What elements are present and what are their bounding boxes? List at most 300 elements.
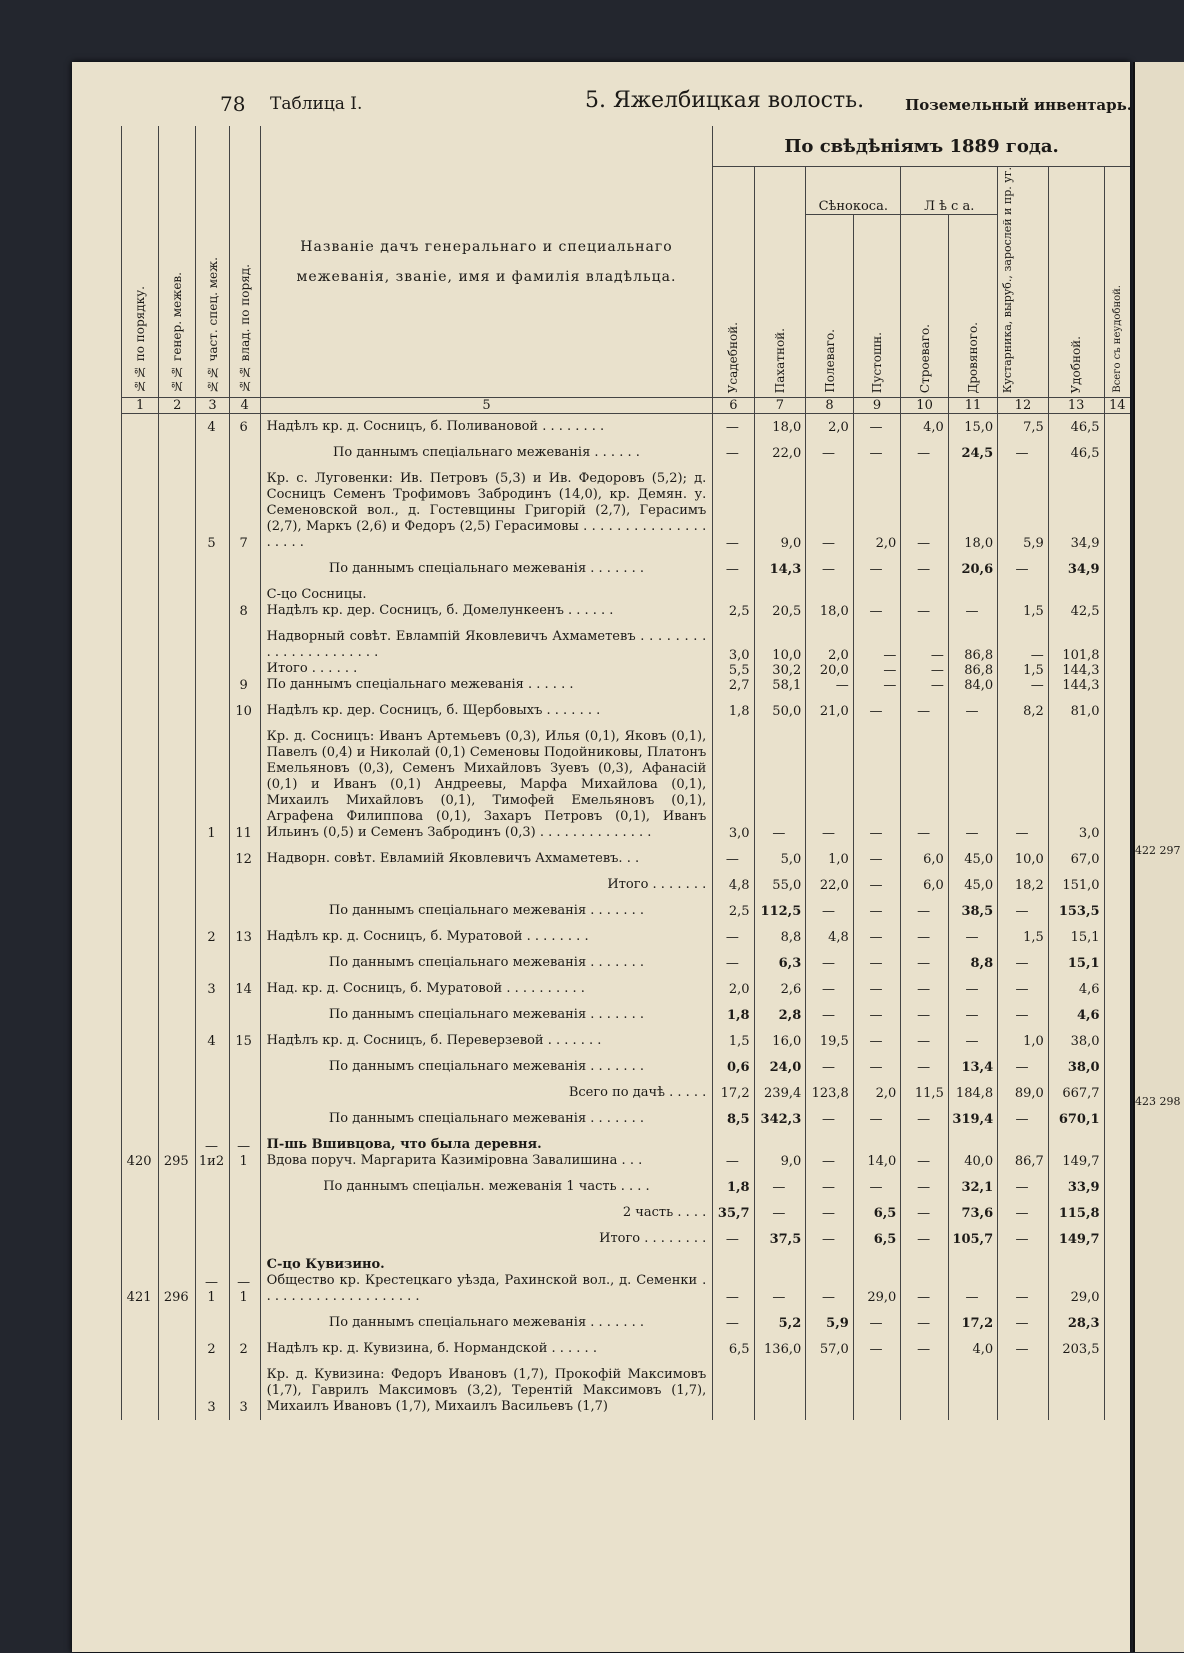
table-row bbox=[122, 950, 1131, 976]
value-cell: — bbox=[853, 1106, 901, 1132]
column-index: 1 bbox=[122, 398, 159, 414]
value-cell: — bbox=[998, 1054, 1049, 1080]
column-index: 3 bbox=[196, 398, 229, 414]
side-num: 422 bbox=[1135, 844, 1156, 857]
value-cell: 1,5 bbox=[998, 582, 1049, 624]
value-cell: 4,0 bbox=[901, 414, 949, 441]
value-cell bbox=[901, 1362, 949, 1420]
value-cell: 4,0 bbox=[948, 1336, 997, 1362]
value-cell: 123,8 bbox=[806, 1080, 854, 1106]
value-cell: 24,5 bbox=[948, 440, 997, 466]
value-cell: 45,0 bbox=[948, 872, 997, 898]
cell-c2 bbox=[159, 1226, 196, 1252]
cell-c1 bbox=[122, 466, 159, 556]
value-cell: 11,5 bbox=[901, 1080, 949, 1106]
row-description: По даннымъ спеціальнаго межеванія . . . . . . . bbox=[260, 1106, 713, 1132]
value-cell: — bbox=[998, 1200, 1049, 1226]
page-number: 78 bbox=[220, 92, 246, 116]
table-row bbox=[122, 846, 1131, 872]
overflow-cell bbox=[1104, 1336, 1130, 1362]
cell-c2 bbox=[159, 1002, 196, 1028]
value-cell: 50,0 bbox=[754, 698, 806, 724]
table-row bbox=[122, 1174, 1131, 1200]
value-cell: — bbox=[948, 724, 997, 846]
col-polev: Полеваго. bbox=[822, 329, 837, 394]
cell-c2 bbox=[159, 1310, 196, 1336]
value-cell: — 1,5 — bbox=[998, 624, 1049, 698]
overflow-cell bbox=[1104, 1054, 1130, 1080]
value-cell: 8,2 bbox=[998, 698, 1049, 724]
cell-c2 bbox=[159, 846, 196, 872]
cell-c4: 6 bbox=[229, 414, 260, 441]
overflow-cell bbox=[1104, 1106, 1130, 1132]
value-cell: — bbox=[806, 724, 854, 846]
cell-c1 bbox=[122, 976, 159, 1002]
value-cell: 2,5 bbox=[713, 898, 754, 924]
overflow-cell bbox=[1104, 724, 1130, 846]
value-cell: — bbox=[853, 724, 901, 846]
value-cell: — bbox=[998, 1252, 1049, 1310]
value-cell: — bbox=[901, 1002, 949, 1028]
cell-c2 bbox=[159, 950, 196, 976]
col-pash: Пахатной. bbox=[772, 327, 787, 394]
cell-c1 bbox=[122, 1106, 159, 1132]
value-cell: 55,0 bbox=[754, 872, 806, 898]
cell-c3: 4 bbox=[196, 1028, 229, 1054]
value-cell: 16,0 bbox=[754, 1028, 806, 1054]
overflow-cell bbox=[1104, 924, 1130, 950]
value-cell: 18,0 bbox=[754, 414, 806, 441]
column-index-row bbox=[122, 398, 1131, 414]
cell-c4 bbox=[229, 440, 260, 466]
cell-c1 bbox=[122, 872, 159, 898]
cell-c3 bbox=[196, 872, 229, 898]
cell-c2 bbox=[159, 582, 196, 624]
value-cell: — bbox=[948, 1002, 997, 1028]
value-cell: 2,8 bbox=[754, 1002, 806, 1028]
row-description: Надѣлъ кр. д. Кувизина, б. Нормандской . . . . . . bbox=[260, 1336, 713, 1362]
cell-c3: 1 bbox=[196, 724, 229, 846]
value-cell: — — — bbox=[901, 624, 949, 698]
value-cell: — bbox=[713, 440, 754, 466]
value-cell: 2,0 bbox=[853, 466, 901, 556]
value-cell: — bbox=[853, 1174, 901, 1200]
row-description: С-цо Сосницы. Надѣлъ кр. дер. Сосницъ, б. Домелункеенъ . . . . . . bbox=[260, 582, 713, 624]
col-group-1889: По свѣдѣніямъ 1889 года. bbox=[713, 126, 1130, 167]
value-cell: 73,6 bbox=[948, 1200, 997, 1226]
table-row bbox=[122, 1132, 1131, 1174]
value-cell: — bbox=[806, 976, 854, 1002]
value-cell: 29,0 bbox=[1048, 1252, 1104, 1310]
cell-c3 bbox=[196, 1174, 229, 1200]
cell-c1 bbox=[122, 1362, 159, 1420]
cell-c3 bbox=[196, 898, 229, 924]
cell-c2 bbox=[159, 1174, 196, 1200]
overflow-cell bbox=[1104, 976, 1130, 1002]
value-cell: 136,0 bbox=[754, 1336, 806, 1362]
row-description: Кр. д. Кувизина: Федоръ Ивановъ (1,7), Прокофій Максимовъ (1,7), Гаврилъ Максимовъ (3,2), Терентій Максимовъ (1,7), Михаилъ Ивановъ (1,7), Михаилъ Васильевъ (1,7) bbox=[260, 1362, 713, 1420]
overflow-cell bbox=[1104, 1252, 1130, 1310]
row-description: По даннымъ спеціальнаго межеванія . . . . . . . bbox=[260, 556, 713, 582]
side-row-a bbox=[1135, 844, 1184, 857]
table-row bbox=[122, 1054, 1131, 1080]
overflow-cell bbox=[1104, 414, 1130, 441]
cell-c3 bbox=[196, 440, 229, 466]
cell-c2 bbox=[159, 924, 196, 950]
value-cell: 105,7 bbox=[948, 1226, 997, 1252]
cell-c3 bbox=[196, 582, 229, 624]
cell-c3 bbox=[196, 1106, 229, 1132]
cell-c1 bbox=[122, 1226, 159, 1252]
cell-c1: 420 bbox=[122, 1132, 159, 1174]
table-row bbox=[122, 1200, 1131, 1226]
value-cell: — bbox=[754, 1252, 806, 1310]
cell-c3: 2 bbox=[196, 1336, 229, 1362]
cell-c2 bbox=[159, 872, 196, 898]
value-cell: — bbox=[948, 976, 997, 1002]
value-cell: — bbox=[806, 466, 854, 556]
table-row bbox=[122, 1028, 1131, 1054]
value-cell: 2,0 bbox=[713, 976, 754, 1002]
value-cell: — bbox=[754, 724, 806, 846]
value-cell: 239,4 bbox=[754, 1080, 806, 1106]
cell-c4 bbox=[229, 556, 260, 582]
value-cell: — bbox=[853, 872, 901, 898]
table-row bbox=[122, 898, 1131, 924]
value-cell: 15,1 bbox=[1048, 950, 1104, 976]
row-description: По даннымъ спеціальнаго межеванія . . . . . . . bbox=[260, 898, 713, 924]
overflow-cell bbox=[1104, 1226, 1130, 1252]
table-row bbox=[122, 1080, 1131, 1106]
value-cell: 20,5 bbox=[754, 582, 806, 624]
value-cell: — bbox=[901, 440, 949, 466]
cell-c1 bbox=[122, 1200, 159, 1226]
cell-c1 bbox=[122, 582, 159, 624]
cell-c1 bbox=[122, 1028, 159, 1054]
value-cell: 3,0 5,5 2,7 bbox=[713, 624, 754, 698]
cell-c3: 2 bbox=[196, 924, 229, 950]
table-body bbox=[122, 414, 1131, 1421]
cell-c3: — 1 bbox=[196, 1252, 229, 1310]
value-cell: 5,0 bbox=[754, 846, 806, 872]
value-cell: — bbox=[853, 556, 901, 582]
row-description: Надворный совѣт. Евлампій Яковлевичъ Ахмаметевъ . . . . . . . . . . . . . . . . . . . . . . Итого . . . . . . По даннымъ спеціальнаго межеванія . . . . . . bbox=[260, 624, 713, 698]
cell-c4 bbox=[229, 898, 260, 924]
value-cell bbox=[713, 1362, 754, 1420]
value-cell: 149,7 bbox=[1048, 1132, 1104, 1174]
value-cell: — bbox=[853, 698, 901, 724]
value-cell: — bbox=[806, 1002, 854, 1028]
row-description: По даннымъ спеціальнаго межеванія . . . . . . . bbox=[260, 950, 713, 976]
cell-c2 bbox=[159, 624, 196, 698]
value-cell bbox=[998, 1362, 1049, 1420]
value-cell: — bbox=[853, 1336, 901, 1362]
cell-c2 bbox=[159, 1362, 196, 1420]
overflow-cell bbox=[1104, 1362, 1130, 1420]
value-cell: — bbox=[901, 1174, 949, 1200]
overflow-cell bbox=[1104, 582, 1130, 624]
value-cell: — bbox=[754, 1200, 806, 1226]
value-cell: 18,2 bbox=[998, 872, 1049, 898]
row-description: Надворн. совѣт. Евламиій Яковлевичъ Ахмаметевъ. . . bbox=[260, 846, 713, 872]
value-cell: — bbox=[901, 1200, 949, 1226]
value-cell: 89,0 bbox=[998, 1080, 1049, 1106]
value-cell: — bbox=[853, 950, 901, 976]
value-cell: 6,0 bbox=[901, 846, 949, 872]
cell-c2 bbox=[159, 1106, 196, 1132]
overflow-cell bbox=[1104, 1080, 1130, 1106]
value-cell: — bbox=[853, 1054, 901, 1080]
value-cell: 667,7 bbox=[1048, 1080, 1104, 1106]
value-cell: — bbox=[713, 1132, 754, 1174]
value-cell: 10,0 bbox=[998, 846, 1049, 872]
table-row bbox=[122, 556, 1131, 582]
value-cell: — bbox=[806, 1054, 854, 1080]
cell-c3: — 1и2 bbox=[196, 1132, 229, 1174]
value-cell: 18,0 bbox=[806, 582, 854, 624]
overflow-cell bbox=[1104, 556, 1130, 582]
value-cell: 203,5 bbox=[1048, 1336, 1104, 1362]
cell-c1 bbox=[122, 624, 159, 698]
value-cell: 4,8 bbox=[713, 872, 754, 898]
value-cell: 3,0 bbox=[713, 724, 754, 846]
row-description: По даннымъ спеціальнаго межеванія . . . . . . . bbox=[260, 1054, 713, 1080]
table-row bbox=[122, 924, 1131, 950]
column-index: 10 bbox=[901, 398, 949, 414]
value-cell: 342,3 bbox=[754, 1106, 806, 1132]
value-cell: 6,5 bbox=[713, 1336, 754, 1362]
cell-c1 bbox=[122, 1080, 159, 1106]
value-cell: 22,0 bbox=[754, 440, 806, 466]
value-cell: — bbox=[713, 950, 754, 976]
value-cell: — bbox=[853, 582, 901, 624]
column-index: 8 bbox=[806, 398, 854, 414]
value-cell: 86,7 bbox=[998, 1132, 1049, 1174]
value-cell: — bbox=[901, 924, 949, 950]
value-cell: 4,8 bbox=[806, 924, 854, 950]
value-cell: 319,4 bbox=[948, 1106, 997, 1132]
value-cell: — bbox=[998, 976, 1049, 1002]
cell-c2 bbox=[159, 1028, 196, 1054]
value-cell: — bbox=[806, 898, 854, 924]
value-cell bbox=[1048, 1362, 1104, 1420]
adjacent-page bbox=[1133, 62, 1184, 1652]
row-description: Всего по дачѣ . . . . . bbox=[260, 1080, 713, 1106]
table-row bbox=[122, 1002, 1131, 1028]
cell-c4: 7 bbox=[229, 466, 260, 556]
value-cell bbox=[754, 1362, 806, 1420]
cell-c4 bbox=[229, 1174, 260, 1200]
cell-c4: 2 bbox=[229, 1336, 260, 1362]
value-cell: — bbox=[948, 1252, 997, 1310]
row-description: По даннымъ спеціальнаго межеванія . . . . . . . bbox=[260, 1002, 713, 1028]
value-cell: 86,8 86,8 84,0 bbox=[948, 624, 997, 698]
cell-c4: 8 bbox=[229, 582, 260, 624]
row-description: Кр. с. Луговенки: Ив. Петровъ (5,3) и Ив. Федоровъ (5,2); д. Сосницъ Семенъ Трофимовъ Забродинъ (14,0), кр. Демян. у. Семеновской вол., д. Гостевщины Григорій (2,7), Герасимъ (2,7), Маркъ (2,6) и Федоръ (2,5) Герасимовы . . . . . . . . . . . . . . . . . . . . bbox=[260, 466, 713, 556]
value-cell: 29,0 bbox=[853, 1252, 901, 1310]
col-usad: Усадебной. bbox=[726, 321, 741, 394]
value-cell: 1,0 bbox=[806, 846, 854, 872]
value-cell: 18,0 bbox=[948, 466, 997, 556]
cell-c4 bbox=[229, 1080, 260, 1106]
value-cell: — bbox=[853, 1002, 901, 1028]
value-cell: — bbox=[998, 556, 1049, 582]
value-cell: — bbox=[901, 1252, 949, 1310]
value-cell: 115,8 bbox=[1048, 1200, 1104, 1226]
value-cell: 9,0 bbox=[754, 1132, 806, 1174]
value-cell: 8,5 bbox=[713, 1106, 754, 1132]
cell-c4 bbox=[229, 1106, 260, 1132]
cell-c2 bbox=[159, 698, 196, 724]
side-num: 423 bbox=[1135, 1095, 1156, 1108]
table-row bbox=[122, 724, 1131, 846]
cell-c4 bbox=[229, 872, 260, 898]
value-cell: 7,5 bbox=[998, 414, 1049, 441]
value-cell: — bbox=[806, 1106, 854, 1132]
row-description: 2 часть . . . . bbox=[260, 1200, 713, 1226]
value-cell: 2,0 bbox=[806, 414, 854, 441]
value-cell: 35,7 bbox=[713, 1200, 754, 1226]
value-cell: — bbox=[853, 898, 901, 924]
cell-c1 bbox=[122, 1174, 159, 1200]
value-cell: 5,9 bbox=[806, 1310, 854, 1336]
cell-c3: 3 bbox=[196, 1362, 229, 1420]
cell-c1 bbox=[122, 1002, 159, 1028]
cell-c1 bbox=[122, 698, 159, 724]
value-cell: 24,0 bbox=[754, 1054, 806, 1080]
value-cell: 67,0 bbox=[1048, 846, 1104, 872]
cell-c4 bbox=[229, 1310, 260, 1336]
value-cell: 5,9 bbox=[998, 466, 1049, 556]
value-cell: — bbox=[713, 556, 754, 582]
col-name: Названіе дачъ генеральнаго и специальнаго межеванія, званіе, имя и фамилія владѣльца. bbox=[260, 126, 713, 398]
value-cell: 6,5 bbox=[853, 1226, 901, 1252]
value-cell: — bbox=[853, 1310, 901, 1336]
cell-c1 bbox=[122, 1336, 159, 1362]
col-senokosa: Сѣнокоса. bbox=[806, 167, 901, 215]
value-cell: 81,0 bbox=[1048, 698, 1104, 724]
value-cell: — bbox=[948, 698, 997, 724]
value-cell: — bbox=[998, 1106, 1049, 1132]
value-cell: 6,0 bbox=[901, 872, 949, 898]
value-cell: — bbox=[806, 950, 854, 976]
value-cell: — bbox=[713, 414, 754, 441]
value-cell bbox=[853, 1362, 901, 1420]
overflow-cell bbox=[1104, 440, 1130, 466]
value-cell: 8,8 bbox=[948, 950, 997, 976]
overflow-cell bbox=[1104, 1200, 1130, 1226]
value-cell: — bbox=[806, 1174, 854, 1200]
cell-c2 bbox=[159, 1054, 196, 1080]
table-row bbox=[122, 1336, 1131, 1362]
value-cell: 15,0 bbox=[948, 414, 997, 441]
volost-title: 5. Яжелбицкая волость. bbox=[585, 88, 865, 113]
col-spec: №№ част. спец. меж. bbox=[205, 256, 220, 394]
col-udob: Удобной. bbox=[1069, 335, 1084, 394]
overflow-cell bbox=[1104, 1174, 1130, 1200]
cell-c4: 11 bbox=[229, 724, 260, 846]
cell-c2 bbox=[159, 414, 196, 441]
table-row bbox=[122, 976, 1131, 1002]
value-cell: 1,8 bbox=[713, 698, 754, 724]
table-row bbox=[122, 1310, 1131, 1336]
value-cell: — bbox=[853, 846, 901, 872]
value-cell: 1,0 bbox=[998, 1028, 1049, 1054]
value-cell: — bbox=[853, 1028, 901, 1054]
row-description: Кр. д. Сосницъ: Иванъ Артемьевъ (0,3), Илья (0,1), Яковъ (0,1), Павелъ (0,4) и Николай (0,1) Семеновы Подойниковы, Платонъ Емельяновъ (0,3), Семенъ Михайловъ Зуевъ (0,3), Афанасій (0,1) и Иванъ (0,1) Андреевы, Марфа Михайлова (0,1), Михаилъ Михайловъ (0,1), Тимофей Емельяновъ (0,1), Аграфена Филиппова (0,1), Захаръ Петровъ (0,1), Иванъ Ильинъ (0,5) и Семенъ Забродинъ (0,3) . . . . . . . . . . . . . . bbox=[260, 724, 713, 846]
value-cell: 57,0 bbox=[806, 1336, 854, 1362]
cell-c2 bbox=[159, 466, 196, 556]
overflow-cell bbox=[1104, 466, 1130, 556]
value-cell: — bbox=[713, 466, 754, 556]
cell-c3 bbox=[196, 1080, 229, 1106]
value-cell: — bbox=[901, 556, 949, 582]
row-description: По даннымъ спеціальнаго межеванія . . . . . . bbox=[260, 440, 713, 466]
cell-c3: 4 bbox=[196, 414, 229, 441]
cell-c4 bbox=[229, 1002, 260, 1028]
cell-c2: 296 bbox=[159, 1252, 196, 1310]
cell-c4: 3 bbox=[229, 1362, 260, 1420]
value-cell: 37,5 bbox=[754, 1226, 806, 1252]
table-row bbox=[122, 1226, 1131, 1252]
col-gen: №№ генер. межев. bbox=[170, 272, 185, 394]
value-cell: 14,0 bbox=[853, 1132, 901, 1174]
value-cell: — bbox=[901, 1310, 949, 1336]
value-cell: — bbox=[998, 440, 1049, 466]
column-index: 11 bbox=[948, 398, 997, 414]
value-cell: 10,0 30,2 58,1 bbox=[754, 624, 806, 698]
overflow-cell bbox=[1104, 1002, 1130, 1028]
side-num: 298 bbox=[1159, 1095, 1181, 1108]
row-description: Надѣлъ кр. д. Сосницъ, б. Поливановой . . . . . . . . bbox=[260, 414, 713, 441]
value-cell: — bbox=[901, 1226, 949, 1252]
value-cell: — bbox=[806, 1252, 854, 1310]
value-cell: 42,5 bbox=[1048, 582, 1104, 624]
value-cell: 670,1 bbox=[1048, 1106, 1104, 1132]
value-cell: 2,0 bbox=[853, 1080, 901, 1106]
cell-c1 bbox=[122, 1310, 159, 1336]
value-cell: 184,8 bbox=[948, 1080, 997, 1106]
value-cell: 9,0 bbox=[754, 466, 806, 556]
cell-c4: 15 bbox=[229, 1028, 260, 1054]
value-cell: 1,5 bbox=[998, 924, 1049, 950]
value-cell: — bbox=[998, 1310, 1049, 1336]
value-cell: 4,6 bbox=[1048, 976, 1104, 1002]
value-cell: 1,8 bbox=[713, 1174, 754, 1200]
col-stroev: Строеваго. bbox=[917, 324, 932, 394]
cell-c4: 12 bbox=[229, 846, 260, 872]
overflow-cell bbox=[1104, 1310, 1130, 1336]
cell-c1 bbox=[122, 440, 159, 466]
value-cell: 6,3 bbox=[754, 950, 806, 976]
cell-c4: 13 bbox=[229, 924, 260, 950]
value-cell: — bbox=[901, 898, 949, 924]
column-index: 2 bbox=[159, 398, 196, 414]
row-description: По даннымъ спеціальнаго межеванія . . . . . . . bbox=[260, 1310, 713, 1336]
value-cell: 5,2 bbox=[754, 1310, 806, 1336]
column-index: 4 bbox=[229, 398, 260, 414]
row-description: Над. кр. д. Сосницъ, б. Муратовой . . . . . . . . . . bbox=[260, 976, 713, 1002]
table-label: Таблица I. bbox=[270, 94, 363, 114]
value-cell: — bbox=[713, 1226, 754, 1252]
value-cell: — bbox=[806, 1226, 854, 1252]
value-cell: — bbox=[806, 1132, 854, 1174]
value-cell: 45,0 bbox=[948, 846, 997, 872]
cell-c2 bbox=[159, 1336, 196, 1362]
table-row bbox=[122, 440, 1131, 466]
cell-c1 bbox=[122, 950, 159, 976]
value-cell: 3,0 bbox=[1048, 724, 1104, 846]
